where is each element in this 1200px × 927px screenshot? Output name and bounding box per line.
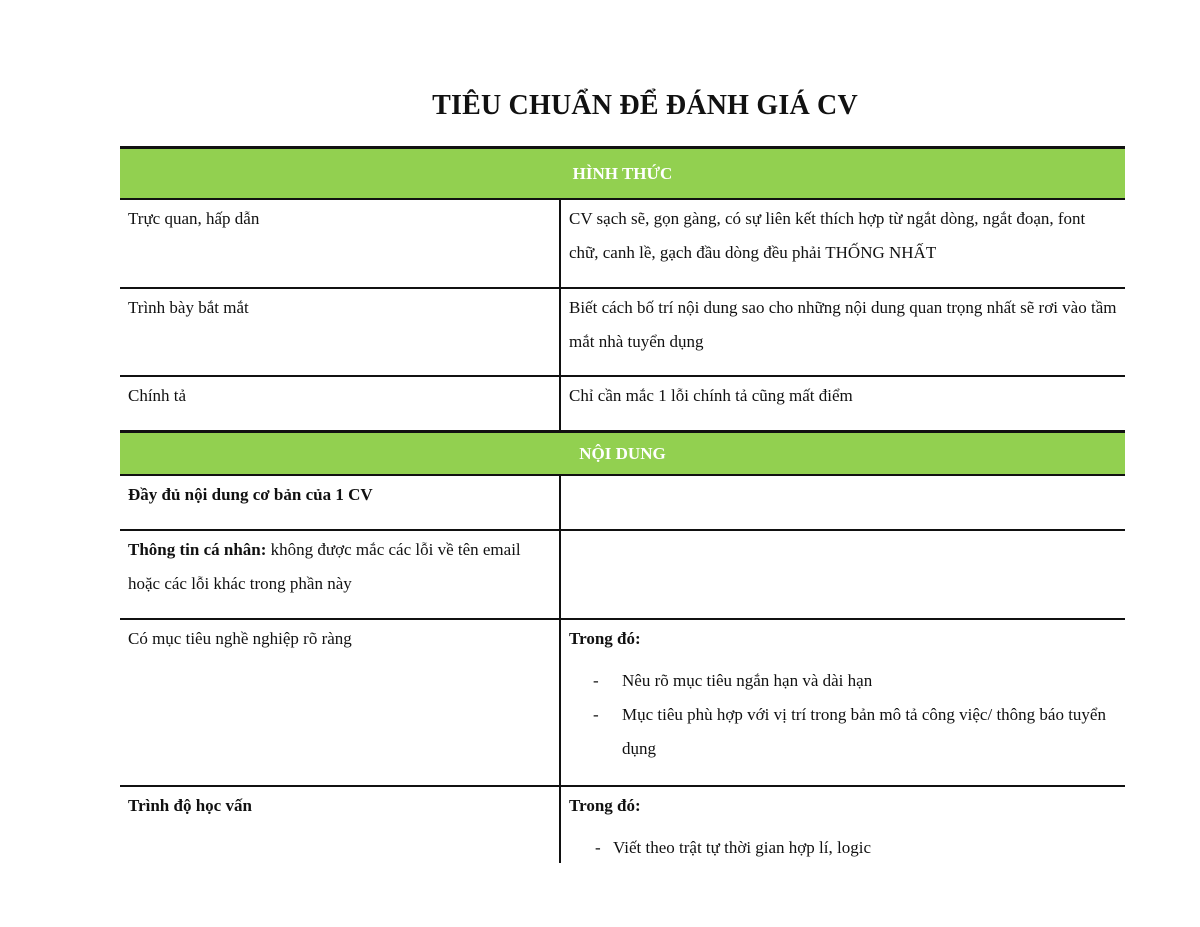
criterion-cell — [120, 531, 561, 618]
description-cell — [561, 620, 1125, 785]
criterion-cell: Chính tả — [120, 377, 561, 430]
description-cell: Biết cách bố trí nội dung sao cho những nội dung quan trọng nhất sẽ rơi vào tầm mắt nhà tuyển dụng — [569, 298, 1117, 351]
criterion-cell: Có mục tiêu nghề nghiệp rõ ràng — [120, 620, 561, 785]
list-item: - Mục tiêu phù hợp với vị trí trong bản mô tả công việc/ thông báo tuyển dụng — [569, 698, 1117, 766]
table-row — [120, 377, 1125, 430]
criteria-table — [120, 146, 1125, 863]
table-row — [120, 620, 1125, 787]
bullet-list — [569, 664, 1117, 766]
bullet-list — [569, 831, 1117, 865]
description-cell — [561, 787, 1125, 863]
table-row — [120, 476, 1125, 531]
criterion-rest: không được mắc các lỗi về tên email hoặc các lỗi khác trong phần này — [128, 540, 521, 593]
intro-text: Trong đó: — [569, 629, 641, 648]
table-row — [120, 531, 1125, 620]
description-cell: Chỉ cần mắc 1 lỗi chính tả cũng mất điểm — [569, 386, 853, 405]
page-title: TIÊU CHUẨN ĐỂ ĐÁNH GIÁ CV — [432, 90, 858, 121]
criterion-cell: Trực quan, hấp dẫn — [120, 200, 561, 287]
description-cell — [561, 531, 1125, 618]
description-cell — [561, 476, 1125, 529]
criterion-cell: Trình độ học vấn — [120, 787, 561, 863]
list-item: - Nêu rõ mục tiêu ngắn hạn và dài hạn — [569, 664, 1117, 698]
section-header-content: NỘI DUNG — [120, 430, 1125, 476]
table-row — [120, 200, 1125, 289]
table-row — [120, 289, 1125, 377]
list-item: - Viết theo trật tự thời gian hợp lí, logic — [569, 831, 1117, 865]
criterion-lead: Thông tin cá nhân: — [128, 540, 267, 559]
intro-text: Trong đó: — [569, 796, 641, 815]
criterion-cell: Trình bày bắt mắt — [120, 289, 561, 375]
criterion-cell: Đầy đủ nội dung cơ bản của 1 CV — [120, 476, 561, 529]
description-cell: CV sạch sẽ, gọn gàng, có sự liên kết thích hợp từ ngắt dòng, ngắt đoạn, font chữ, canh lề, gạch đầu dòng đều phải THỐNG NHẤT — [569, 209, 1086, 262]
table-row — [120, 787, 1125, 863]
section-header-form: HÌNH THỨC — [120, 146, 1125, 200]
